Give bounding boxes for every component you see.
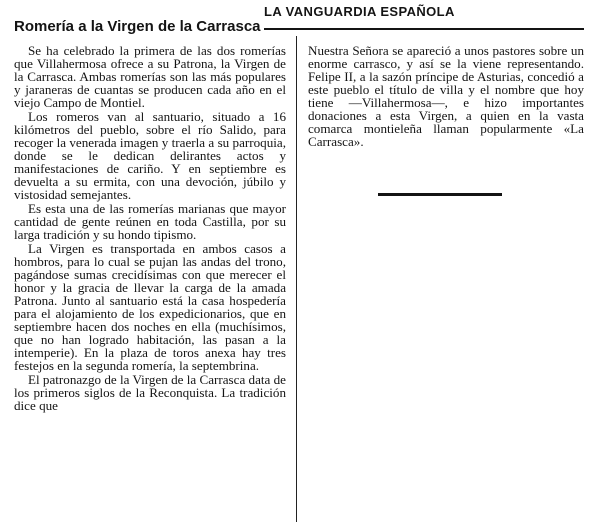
- article-right-column: [308, 44, 584, 148]
- masthead-title: LA VANGUARDIA ESPAÑOLA: [264, 4, 455, 19]
- article-left-column: [14, 18, 286, 412]
- article-paragraph: La Virgen es transportada en ambos casos a hombros, para lo cual se pujan las andas del trono, pagándose sumas crecidísimas con que merecer el honor y la gracia de llevar la carga de la amada Patrona. Junto al santuario está la casa hospedería para el alojamiento de los expedicionarios, que en septiembre hacen dos noches en ella (muchísimos, que no han logrado habitación, las pasan a la intemperie). En la plaza de toros anexa hay tres festejos en la segunda romería, la septembrina.: [14, 241, 286, 373]
- newspaper-masthead: [264, 4, 584, 30]
- column-divider: [296, 36, 297, 522]
- article-title: Romería a la Virgen de la Carrasca: [14, 18, 261, 35]
- article-paragraph: Es esta una de las romerías marianas que mayor cantidad de gente reúnen en toda Castilla, por su larga tradición y su hondo tipismo.: [14, 201, 286, 242]
- article-paragraph: Nuestra Señora se apareció a unos pastores sobre un enorme carrasco, y así se la viene representando. Felipe II, a la sazón príncipe de Asturias, concedió a este pueblo el título de villa y el nombre que hoy tiene —Villahermosa—, e hizo importantes donaciones a esta Virgen, a quien en la vasta comarca montieleña llaman popularmente «La Carrasca».: [308, 43, 584, 149]
- article-paragraph: Los romeros van al santuario, situado a 16 kilómetros del pueblo, sobre el río Salido, para recoger la venerada imagen y traerla a su parroquia, donde se le dedican delirantes actos y manifestaciones de cariño. Y en septiembre es devuelta a su ermita, con una devoción, júbilo y vistosidad semejantes.: [14, 109, 286, 202]
- article-end-rule: [378, 193, 502, 196]
- article-paragraph: El patronazgo de la Virgen de la Carrasca data de los primeros siglos de la Reconquista. La tradición dice que: [14, 372, 286, 413]
- masthead-rule: [264, 28, 584, 30]
- article-paragraph: Se ha celebrado la primera de las dos romerías que Villahermosa ofrece a su Patrona, la Virgen de la Carrasca. Ambas romerías son las más populares y jaraneras de cuantas se producen cada año en el viejo Campo de Montiel.: [14, 43, 286, 110]
